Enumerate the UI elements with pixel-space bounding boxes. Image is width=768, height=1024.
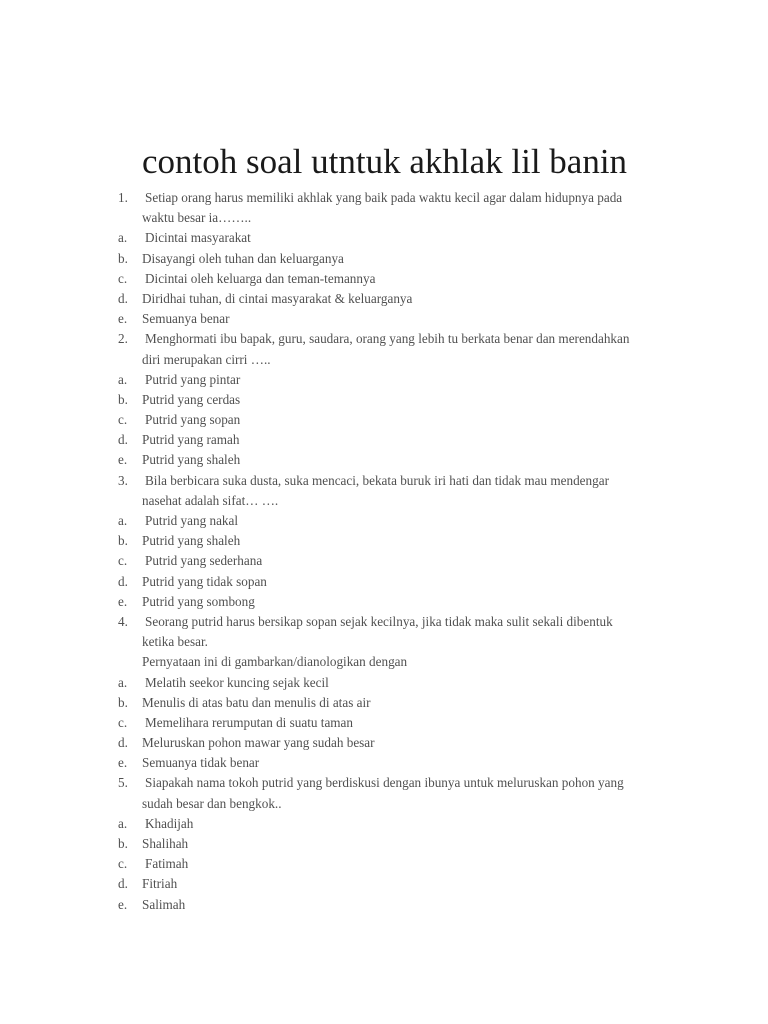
option-text: Putrid yang sederhana — [145, 553, 263, 569]
answer-option — [0, 733, 768, 753]
list-marker: 2. — [118, 331, 128, 347]
option-text: Putrid yang shaleh — [142, 452, 241, 468]
question-item — [0, 773, 768, 793]
option-text: Semuanya tidak benar — [142, 755, 260, 771]
option-text: Diridhai tuhan, di cintai masyarakat & keluarganya — [142, 290, 413, 306]
question-text: sudah besar dan bengkok.. — [142, 795, 282, 811]
list-marker: c. — [118, 412, 128, 428]
answer-option — [0, 693, 768, 713]
question-continuation — [0, 652, 768, 672]
page-title: contoh soal utntuk akhlak lil banin — [142, 142, 628, 181]
list-marker: b. — [118, 391, 128, 407]
question-text: Pernyataan ini di gambarkan/dianologikan dengan — [142, 654, 408, 670]
option-text: Memelihara rerumputan di suatu taman — [145, 714, 353, 730]
answer-option — [0, 228, 768, 248]
question-list — [0, 188, 768, 915]
answer-option — [0, 531, 768, 551]
list-marker: d. — [118, 432, 128, 448]
question-text: nasehat adalah sifat… …. — [142, 492, 279, 508]
list-marker: a. — [118, 815, 128, 831]
answer-option — [0, 834, 768, 854]
option-text: Salimah — [142, 896, 186, 912]
question-text: ketika besar. — [142, 634, 208, 650]
list-marker: e. — [118, 896, 128, 912]
list-marker: e. — [118, 311, 128, 327]
question-item — [0, 188, 768, 208]
option-text: Menulis di atas batu dan menulis di atas air — [142, 694, 371, 710]
option-text: Shalihah — [142, 836, 189, 851]
option-text: Putrid yang sopan — [145, 412, 241, 428]
answer-option — [0, 814, 768, 834]
answer-option — [0, 854, 768, 874]
list-marker: b. — [118, 694, 128, 710]
list-marker: e. — [118, 593, 128, 609]
list-marker: d. — [118, 876, 128, 892]
option-text: Khadijah — [145, 815, 194, 831]
list-marker: 1. — [118, 190, 128, 205]
answer-option — [0, 874, 768, 894]
answer-option — [0, 511, 768, 531]
list-marker: 5. — [118, 775, 128, 791]
option-text: Fitriah — [142, 876, 178, 892]
option-text: Putrid yang nakal — [145, 513, 239, 528]
option-text: Meluruskan pohon mawar yang sudah besar — [142, 735, 375, 751]
answer-option — [0, 592, 768, 612]
option-text: Putrid yang sombong — [142, 593, 255, 609]
answer-option — [0, 673, 768, 693]
question-text: diri merupakan cirri ….. — [142, 351, 271, 367]
list-marker: d. — [118, 573, 128, 589]
list-marker: e. — [118, 755, 128, 771]
answer-option — [0, 713, 768, 733]
list-marker: d. — [118, 735, 128, 751]
option-text: Putrid yang cerdas — [142, 391, 241, 407]
answer-option — [0, 249, 768, 269]
list-marker: c. — [118, 270, 128, 286]
answer-option — [0, 430, 768, 450]
option-text: Disayangi oleh tuhan dan keluarganya — [142, 250, 344, 266]
option-text: Putrid yang pintar — [145, 371, 241, 387]
answer-option — [0, 289, 768, 309]
answer-option — [0, 269, 768, 289]
answer-option — [0, 370, 768, 390]
question-continuation — [0, 350, 768, 370]
option-text: Dicintai oleh keluarga dan teman-temannya — [145, 270, 376, 286]
list-marker: d. — [118, 290, 128, 306]
list-marker: b. — [118, 533, 128, 549]
list-marker: b. — [118, 836, 128, 851]
list-marker: c. — [118, 856, 128, 872]
list-marker: b. — [118, 250, 128, 266]
answer-option — [0, 895, 768, 915]
option-text: Putrid yang tidak sopan — [142, 573, 267, 589]
option-text: Dicintai masyarakat — [145, 230, 251, 246]
answer-option — [0, 450, 768, 470]
list-marker: a. — [118, 674, 128, 690]
answer-option — [0, 572, 768, 592]
list-marker: a. — [118, 230, 128, 246]
option-text: Putrid yang ramah — [142, 432, 240, 448]
list-marker: a. — [118, 371, 128, 387]
answer-option — [0, 390, 768, 410]
question-continuation — [0, 491, 768, 511]
list-marker: c. — [118, 714, 128, 730]
list-marker: 3. — [118, 472, 128, 488]
list-marker: e. — [118, 452, 128, 468]
question-continuation — [0, 794, 768, 814]
option-text: Fatimah — [145, 856, 189, 872]
answer-option — [0, 551, 768, 571]
question-text: Seorang putrid harus bersikap sopan sejak kecilnya, jika tidak maka sulit sekali dibentuk — [145, 613, 613, 629]
answer-option — [0, 753, 768, 773]
question-item — [0, 329, 768, 349]
question-text: Menghormati ibu bapak, guru, saudara, orang yang lebih tu berkata benar dan merendahkan — [145, 331, 630, 347]
option-text: Putrid yang shaleh — [142, 533, 241, 549]
question-continuation — [0, 208, 768, 228]
question-continuation — [0, 632, 768, 652]
list-marker: 4. — [118, 613, 128, 629]
question-item — [0, 471, 768, 491]
option-text: Semuanya benar — [142, 311, 230, 327]
question-text: waktu besar ia…….. — [142, 210, 252, 226]
list-marker: c. — [118, 553, 128, 569]
answer-option — [0, 410, 768, 430]
question-item — [0, 612, 768, 632]
option-text: Melatih seekor kuncing sejak kecil — [145, 674, 329, 690]
question-text: Bila berbicara suka dusta, suka mencaci, bekata buruk iri hati dan tidak mau mendengar — [145, 472, 609, 488]
question-text: Siapakah nama tokoh putrid yang berdiskusi dengan ibunya untuk meluruskan pohon yang — [145, 775, 624, 791]
question-text: Setiap orang harus memiliki akhlak yang baik pada waktu kecil agar dalam hidupnya pada — [145, 190, 623, 205]
answer-option — [0, 309, 768, 329]
list-marker: a. — [118, 513, 128, 528]
